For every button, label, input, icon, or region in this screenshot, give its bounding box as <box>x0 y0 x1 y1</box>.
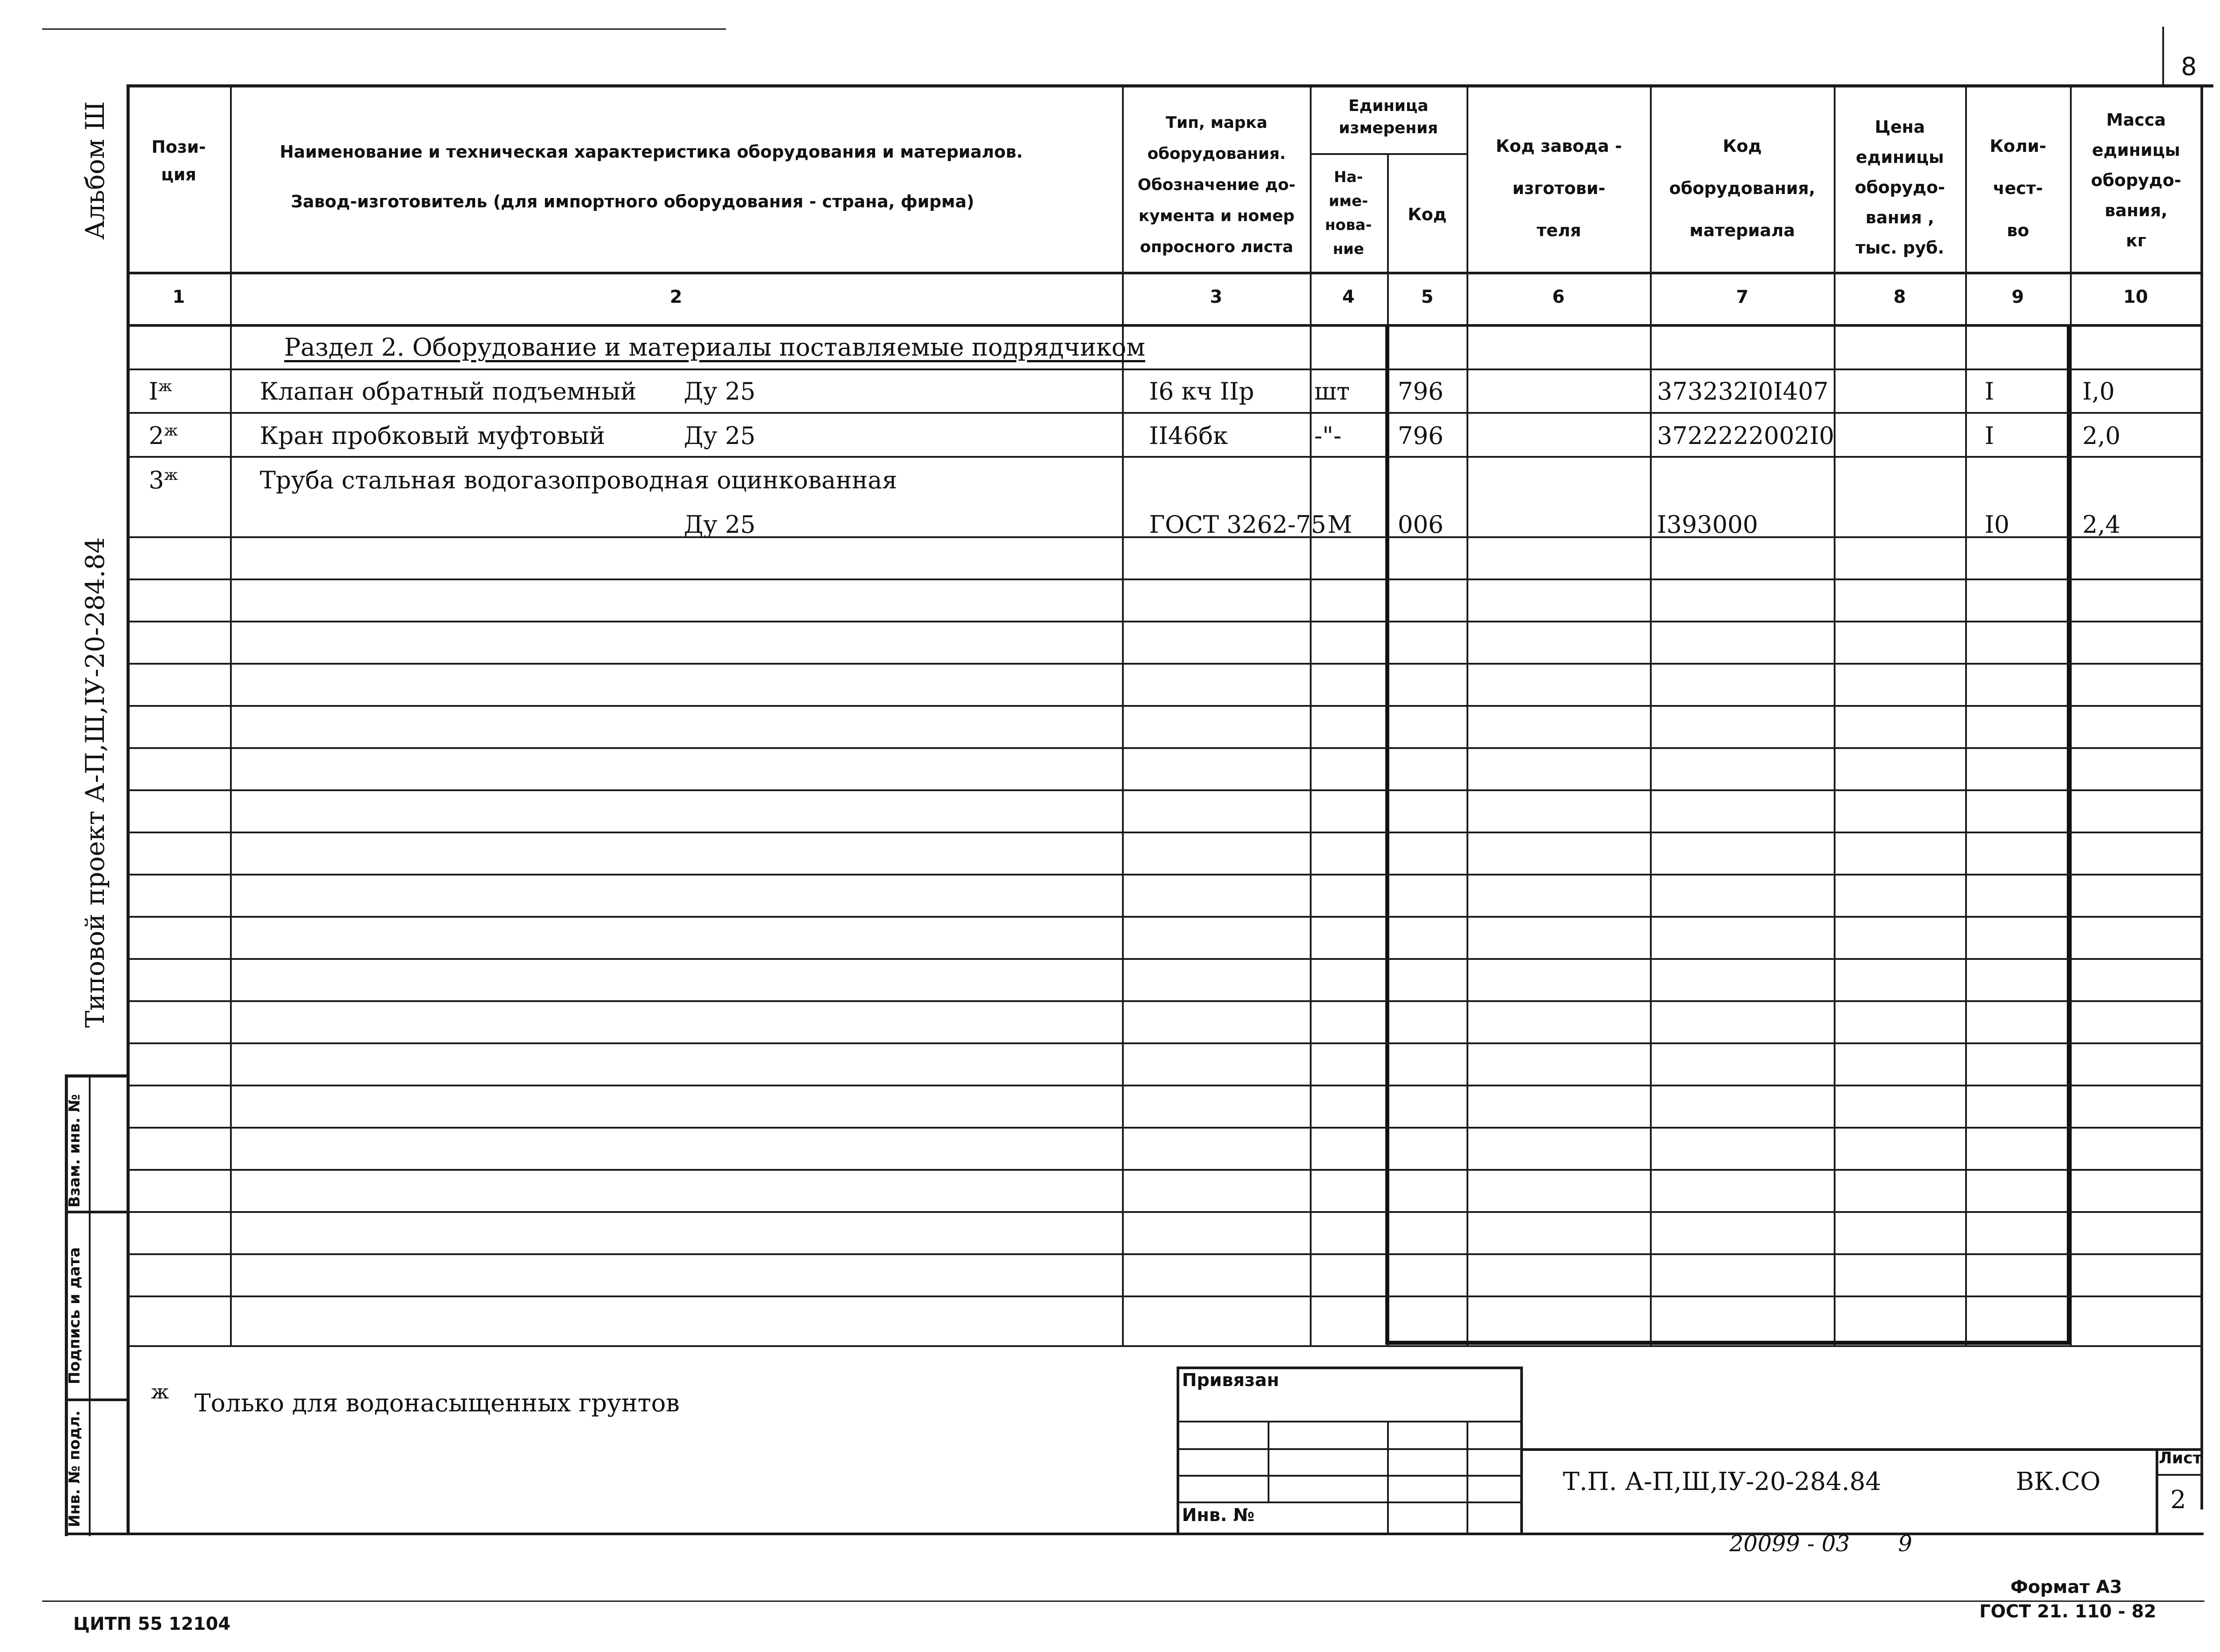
row4-type: ГОСТ 3262-75 <box>1149 511 1326 539</box>
side-strip-sep1 <box>65 1211 128 1213</box>
row-line <box>127 747 2202 749</box>
row-line <box>127 621 2202 622</box>
side-strip-sep2 <box>65 1398 128 1401</box>
row-line <box>127 832 2202 833</box>
colnum-9: 9 <box>2011 287 2024 307</box>
frame-bottom-border <box>127 1533 2204 1535</box>
list-label: Лист <box>2159 1449 2202 1467</box>
row2-qty: I <box>1985 422 1994 450</box>
row-line <box>127 705 2202 707</box>
stamp-div-3 <box>1467 1421 1468 1534</box>
project-label: Типовой проект А-П,Ш,IУ-20-284.84 <box>80 537 110 1028</box>
doc-mark: ВК.СО <box>2016 1467 2101 1496</box>
row2-position: $2^ж$ <box>149 422 178 450</box>
row-line <box>127 874 2202 876</box>
row2-du: Ду 25 <box>684 422 756 450</box>
row-line <box>127 456 2202 458</box>
row-line <box>127 412 2202 414</box>
header-col8: Цена единицы оборудо- вания , тыс. руб. <box>1855 117 1945 258</box>
row1-position: $I^ж$ <box>149 377 172 405</box>
thick-box-bottom <box>1385 1341 2071 1345</box>
stamp-top <box>1177 1367 1523 1369</box>
section-title: Раздел 2. Оборудование и материалы поставляемые подрядчиком <box>284 333 1146 361</box>
row-line <box>127 578 2202 580</box>
row1-type: I6 кч IIр <box>1149 377 1254 405</box>
list-number: 2 <box>2170 1486 2186 1514</box>
row1-name: Клапан обратный подъемный <box>260 377 637 405</box>
header-col2: Наименование и техническая характеристика оборудования и материалов. Завод-изготовитель (для импортного оборудования - страна, фирма) <box>280 142 1023 211</box>
header-col7: Код оборудования, материала <box>1669 136 1816 240</box>
list-box-divider <box>2156 1474 2202 1476</box>
row4-code: 006 <box>1398 511 1444 539</box>
inv-podl-label: Инв. № подл. <box>66 1410 83 1527</box>
number-row-bottom-line <box>127 324 2202 327</box>
title-block-top <box>1520 1448 2202 1451</box>
row1-mass: I,0 <box>2082 377 2115 405</box>
header-col5: Код <box>1407 205 1447 224</box>
row-line <box>127 663 2202 665</box>
row3-position: $3^ж$ <box>149 466 178 494</box>
colnum-4: 4 <box>1342 287 1355 307</box>
row1-unit: шт <box>1314 377 1350 405</box>
row-line <box>127 1211 2202 1213</box>
list-box-left <box>2156 1448 2158 1534</box>
footnote-mark: ж <box>151 1381 169 1403</box>
colnum-8: 8 <box>1893 287 1906 307</box>
row2-type: II46бк <box>1149 422 1228 450</box>
header-col1: Пози- ция <box>151 137 206 184</box>
stamp-left <box>1177 1367 1179 1534</box>
print-code: ЦИТП 55 12104 <box>73 1614 231 1634</box>
thick-box-right <box>2067 326 2071 1343</box>
row2-name: Кран пробковый муфтовый <box>260 422 605 450</box>
row-line <box>127 1169 2202 1171</box>
header-col4: На- име- нова- ние <box>1325 168 1372 258</box>
side-strip-divider <box>89 1074 91 1536</box>
row2-mass: 2,0 <box>2082 422 2121 450</box>
colnum-1: 1 <box>172 287 185 307</box>
doc-code: Т.П. А-П,Ш,IУ-20-284.84 <box>1563 1467 1881 1496</box>
row1-du: Ду 25 <box>684 377 756 405</box>
vzam-inv-label: Взам. инв. № <box>66 1094 83 1208</box>
colnum-5: 5 <box>1421 287 1434 307</box>
privyazan-label: Привязан <box>1182 1370 1280 1391</box>
row-line <box>127 1042 2202 1044</box>
row1-code: 796 <box>1398 377 1444 405</box>
stamp-line-1 <box>1177 1421 1523 1422</box>
stamp-line-2 <box>1177 1448 1523 1450</box>
row3-name: Труба стальная водогазопроводная оцинкованная <box>260 466 897 494</box>
header-col6: Код завода - изготови- теля <box>1495 136 1622 240</box>
row-line <box>127 1253 2202 1255</box>
row-line <box>127 1000 2202 1002</box>
header-col9: Коли- чест- во <box>1990 136 2046 240</box>
row-line <box>127 958 2202 960</box>
header-col3: Тип, марка оборудования. Обозначение до- кумента и номер опросного листа <box>1138 114 1296 256</box>
handwritten-order: 20099 - 03 <box>1729 1531 1850 1557</box>
album-label: Альбом Ш <box>80 101 110 240</box>
gost-label: ГОСТ 21. 110 - 82 <box>1979 1601 2157 1622</box>
header-bottom-line <box>127 272 2202 274</box>
row-line <box>127 1127 2202 1129</box>
side-strip-top <box>65 1074 128 1078</box>
stamp-div-1 <box>1268 1421 1269 1501</box>
row-line <box>127 916 2202 918</box>
inv-no-label: Инв. № <box>1182 1505 1255 1525</box>
row-line <box>127 1295 2202 1297</box>
colnum-6: 6 <box>1552 287 1565 307</box>
row1-eq-code: 373232I0I407 <box>1657 377 1829 405</box>
frame-top-border <box>127 84 2213 87</box>
unit-subheader-line <box>1310 153 1467 155</box>
row4-eq-code: I393000 <box>1657 511 1758 539</box>
handwritten-sheet: 9 <box>1898 1531 1912 1557</box>
colnum-2: 2 <box>670 287 682 307</box>
top-guide-line <box>42 28 726 30</box>
stamp-div-2 <box>1387 1421 1389 1534</box>
colnum-7: 7 <box>1736 287 1748 307</box>
row4-unit: М <box>1328 511 1352 539</box>
stamp-line-3 <box>1177 1475 1523 1477</box>
row2-eq-code: 3722222002I0 <box>1657 422 1835 450</box>
side-strip-bottom <box>65 1533 128 1535</box>
podpis-label: Подпись и дата <box>66 1247 83 1384</box>
bottom-guide-line <box>42 1600 2204 1602</box>
row4-mass: 2,4 <box>2082 511 2121 539</box>
colnum-3: 3 <box>1210 287 1222 307</box>
thick-box-left <box>1385 326 1389 1343</box>
corner-sheet-number: 8 <box>2181 52 2197 81</box>
format-label: Формат А3 <box>2010 1577 2122 1597</box>
row-line <box>127 368 2202 370</box>
row2-unit: -"- <box>1314 422 1342 450</box>
footnote-text: Только для водонасыщенных грунтов <box>194 1389 680 1417</box>
row2-code: 796 <box>1398 422 1444 450</box>
row4-qty: I0 <box>1985 511 2010 539</box>
row-line <box>127 789 2202 791</box>
table-bottom-line <box>127 1345 2202 1347</box>
colnum-10: 10 <box>2123 287 2148 307</box>
corner-box-left <box>2162 27 2164 84</box>
row-line <box>127 1085 2202 1086</box>
row4-du: Ду 25 <box>684 511 756 539</box>
header-col10: Масса единицы оборудо- вания, кг <box>2091 110 2181 250</box>
header-unit: Единица измерения <box>1339 97 1438 137</box>
stamp-line-4 <box>1177 1501 1523 1503</box>
row1-qty: I <box>1985 377 1994 405</box>
